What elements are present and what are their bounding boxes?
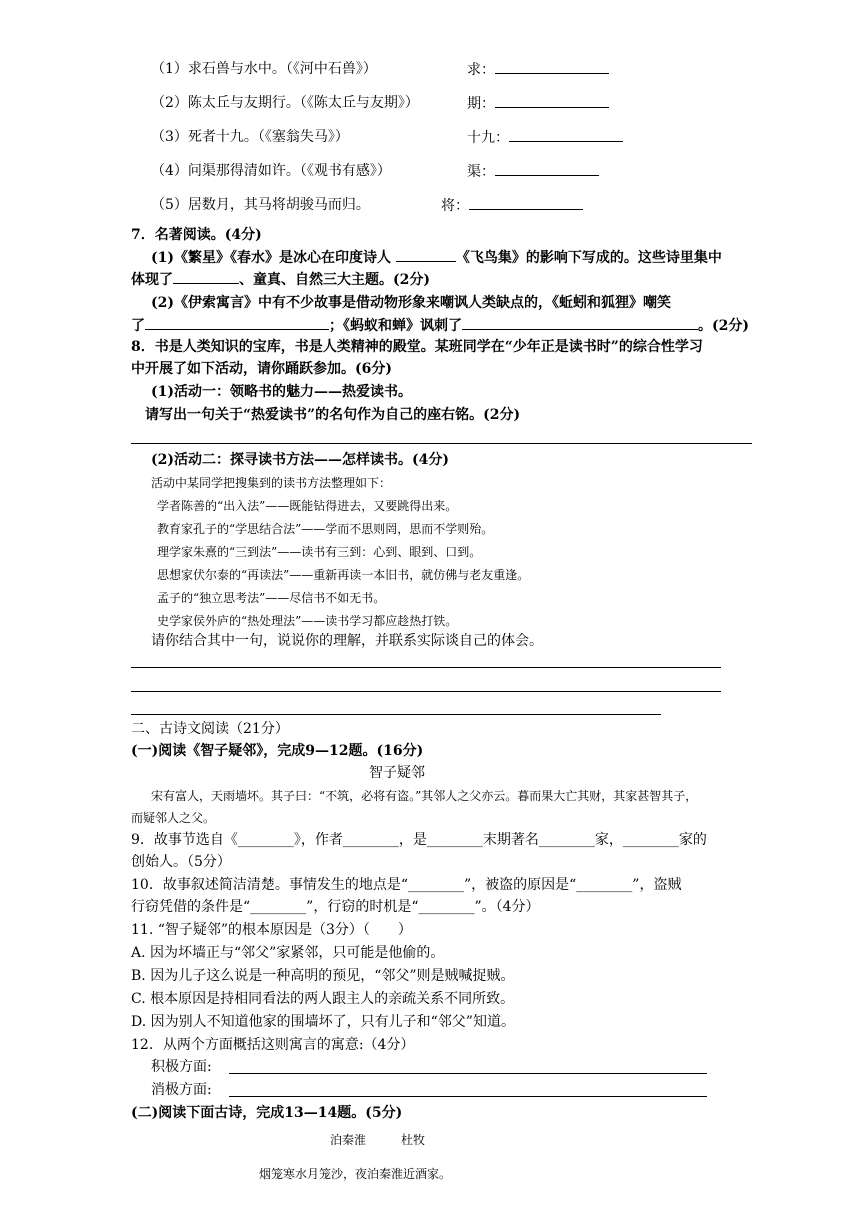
q8-activity-2: (2)活动二：探寻读书方法——怎样读书。(4分) bbox=[151, 452, 449, 468]
q6-item-3-blank[interactable] bbox=[509, 127, 623, 142]
poem-line-1: 烟笼寒水月笼沙，夜泊秦淮近酒家。 bbox=[259, 1167, 452, 1181]
q7-p1: (1)《繁星》《春水》是冰心在印度诗人 《飞鸟集》的影响下写成的。这些诗里集中 bbox=[151, 247, 722, 268]
q7-title: 7．名著阅读。(4分) bbox=[131, 227, 262, 243]
q8-activity-2-intro: 活动中某同学把搜集到的读书方法整理如下： bbox=[151, 476, 392, 490]
q7-blank-ant[interactable] bbox=[462, 315, 698, 330]
q6-item-5-term: 将： bbox=[441, 195, 583, 216]
q6-item-2: （2）陈太丘与友期行。（《陈太丘与友期》） bbox=[151, 95, 419, 111]
q8-intro-2: 中开展了如下活动，请你踊跃参加。(6分) bbox=[131, 361, 392, 377]
q12-negative-label: 消极方面: bbox=[151, 1082, 212, 1098]
q6-item-1: （1）求石兽与水中。（《河中石兽》） bbox=[151, 61, 377, 77]
q12-positive-line[interactable] bbox=[229, 1073, 707, 1074]
q9-line-1: 9．故事节选自《________》，作者________，是________末期著名________家，________家的 bbox=[131, 832, 707, 848]
q8-intro-1: 8．书是人类知识的宝库，书是人类精神的殿堂。某班同学在“少年正是读书时”的综合性学习 bbox=[131, 339, 703, 355]
passage-line-2: 而疑邻人之父。 bbox=[131, 811, 216, 825]
q8-answer-line-1[interactable] bbox=[131, 443, 752, 444]
q12-negative-line[interactable] bbox=[229, 1096, 707, 1097]
q10-line-1: 10．故事叙述简洁清楚。事情发生的地点是“________”，被盗的原因是“________”，盗贼 bbox=[131, 877, 682, 893]
q7-blank-earthworm[interactable] bbox=[145, 315, 329, 330]
q7-blank-theme[interactable] bbox=[173, 269, 239, 284]
q6-item-3: （3）死者十九。（《塞翁失马》） bbox=[151, 129, 349, 145]
q10-line-2: 行窃凭借的条件是“________”，行窃的时机是“________”。（4分） bbox=[131, 899, 540, 915]
q11-option-a[interactable]: A. 因为坏墙正与“邻父”家紧邻，只可能是他偷的。 bbox=[131, 945, 445, 961]
q12-positive-label: 积极方面: bbox=[151, 1059, 212, 1075]
q11-option-d[interactable]: D. 因为别人不知道他家的围墙坏了，只有儿子和“邻父”知道。 bbox=[131, 1014, 515, 1030]
q6-item-4-blank[interactable] bbox=[495, 161, 599, 176]
q8-answer-line-2[interactable] bbox=[131, 667, 721, 668]
q8-method-3: 理学家朱熹的“三到法”——读书有三到：心到、眼到、口到。 bbox=[157, 545, 482, 559]
q8-activity-2-question: 请你结合其中一句，说说你的理解，并联系实际谈自己的体会。 bbox=[151, 633, 543, 649]
q12-question: 12．从两个方面概括这则寓言的寓意:（4分） bbox=[131, 1037, 415, 1053]
part2-section-1: (一)阅读《智子疑邻》，完成9—12题。(16分) bbox=[131, 743, 424, 759]
q8-answer-line-4[interactable] bbox=[131, 714, 661, 715]
q7-blank-poet[interactable] bbox=[396, 247, 456, 262]
q6-item-3-term: 十九： bbox=[467, 127, 623, 148]
q8-method-2: 教育家孔子的“学思结合法”——学而不思则罔，思而不学则殆。 bbox=[157, 522, 494, 536]
q6-item-4-term: 渠： bbox=[467, 161, 599, 182]
q7-p1-cont: 体现了 、童真、自然三大主题。(2分) bbox=[131, 269, 430, 290]
q6-item-2-term: 期： bbox=[467, 93, 609, 114]
part2-section-2: (二)阅读下面古诗，完成13—14题。(5分) bbox=[131, 1105, 403, 1121]
q11-option-b[interactable]: B. 因为儿子这么说是一种高明的预见，“邻父”则是贼喊捉贼。 bbox=[131, 968, 515, 984]
q8-activity-1-question: 请写出一句关于“热爱读书”的名句作为自己的座右铭。(2分) bbox=[145, 407, 521, 423]
q6-item-4: （4）问渠那得清如许。（《观书有感》） bbox=[151, 163, 391, 179]
poem-author: 杜牧 bbox=[401, 1133, 426, 1147]
q8-method-1: 学者陈善的“出入法”——既能钻得进去，又要跳得出来。 bbox=[157, 499, 458, 513]
passage-line-1: 宋有富人，天雨墙坏。其子曰：“不筑，必将有盗。”其邻人之父亦云。暮而果大亡其财，其家甚智其子， bbox=[151, 789, 698, 803]
q6-item-1-term: 求： bbox=[467, 59, 609, 80]
passage-title: 智子疑邻 bbox=[369, 765, 425, 781]
q7-p2: (2)《伊索寓言》中有不少故事是借动物形象来嘲讽人类缺点的，《蚯蚓和狐狸》嘲笑 bbox=[151, 295, 671, 311]
q6-item-5-blank[interactable] bbox=[469, 195, 583, 210]
q6-item-5: （5）居数月，其马将胡骏马而归。 bbox=[151, 197, 370, 213]
q9-line-2: 创始人。（5分） bbox=[131, 854, 231, 870]
poem-title: 泊秦淮 bbox=[330, 1133, 367, 1147]
q8-method-4: 思想家伏尔泰的“再读法”——重新再读一本旧书，就仿佛与老友重逢。 bbox=[157, 568, 530, 582]
part2-heading: 二、古诗文阅读（21分） bbox=[131, 721, 289, 737]
q6-item-2-blank[interactable] bbox=[495, 93, 609, 108]
q6-item-1-blank[interactable] bbox=[495, 59, 609, 74]
q8-method-5: 孟子的“独立思考法”——尽信书不如无书。 bbox=[157, 591, 386, 605]
q8-method-6: 史学家侯外庐的“热处理法”——读书学习都应趁热打铁。 bbox=[157, 614, 458, 628]
q11-option-c[interactable]: C. 根本原因是持相同看法的两人跟主人的亲疏关系不同所致。 bbox=[131, 991, 515, 1007]
q8-activity-1: (1)活动一：领略书的魅力——热爱读书。 bbox=[151, 384, 412, 400]
q8-answer-line-3[interactable] bbox=[131, 691, 721, 692]
q11-question: 11. “智子疑邻”的根本原因是（3分）（ ） bbox=[131, 922, 412, 938]
q7-p2-cont: 了 ；《蚂蚁和蝉》讽刺了 。(2分) bbox=[131, 315, 749, 336]
